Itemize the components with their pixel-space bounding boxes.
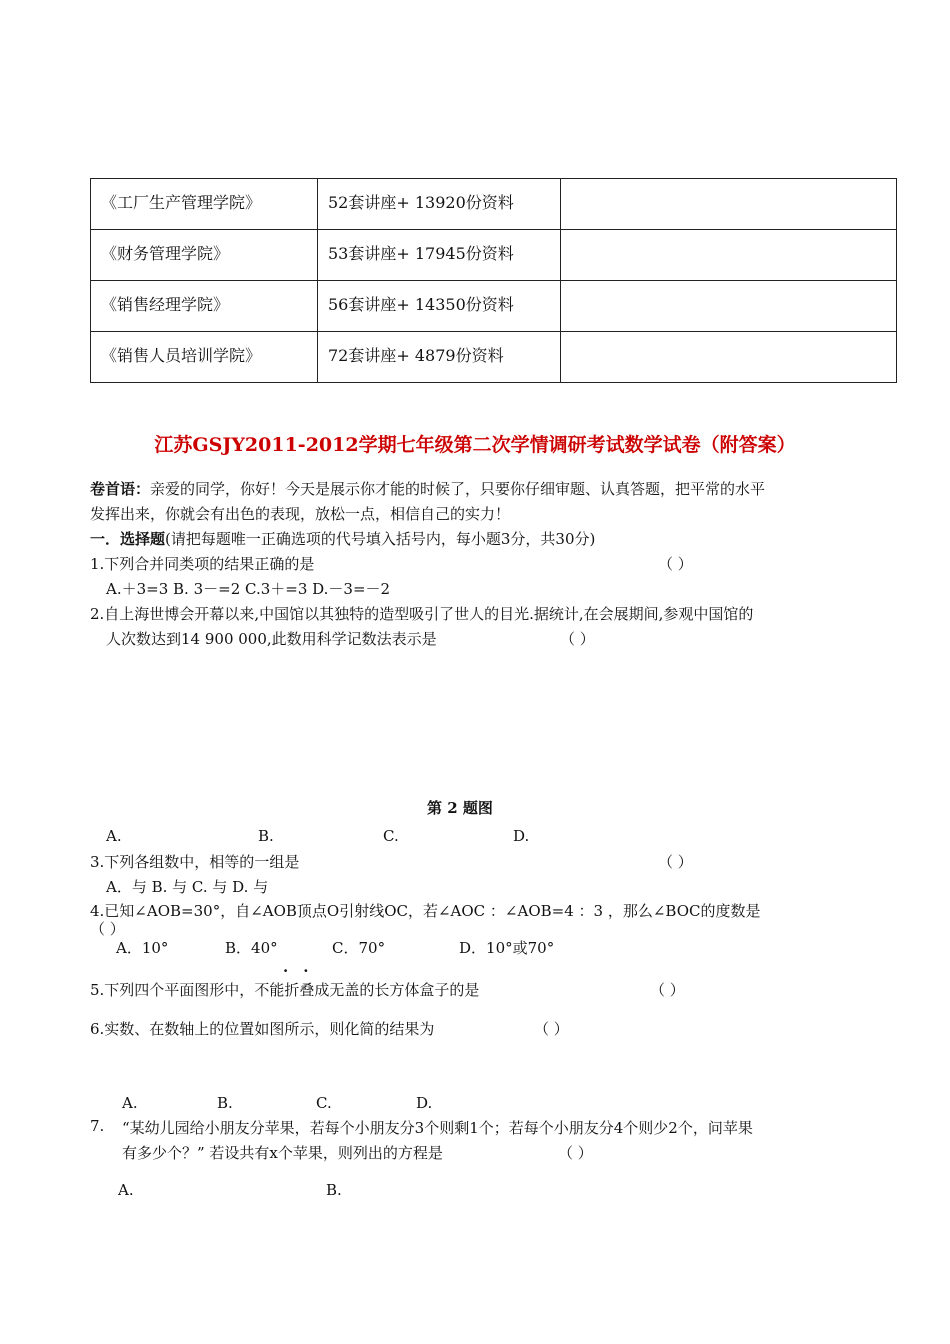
question-3-options: A．与 B. 与 C. 与 D. 与 [106,878,269,896]
table-cell-name: 《工厂生产管理学院》 [91,179,318,230]
intro-line-2: 发挥出来，你就会有出色的表现，放松一点，相信自己的实力！ [90,505,511,523]
table-cell-name: 《财务管理学院》 [91,230,318,281]
question-7-line-1: “某幼儿园给小朋友分苹果，若每个小朋友分3个则剩1个；若每个小朋友分4个则少2个，问苹果 [122,1119,753,1137]
table-cell-content: 56套讲座+ 14350份资料 [318,281,561,332]
question-2-line-2: 人次数达到14 900 000,此数用科学记数法表示是 [106,630,437,648]
section-title: 一．选择题 [90,530,166,548]
emphasis-dots: · · [283,962,315,980]
table-row [91,179,897,230]
question-1: 1.下列合并同类项的结果正确的是 [90,555,315,573]
question-4-option-c: C．70° [332,939,386,957]
question-1-options: A.＋3=3 B. 3－=2 C.3＋=3 D.－3=－2 [106,580,391,598]
question-4-option-d: D．10°或70° [459,939,555,957]
question-6: 6.实数、在数轴上的位置如图所示，则化简的结果为 [90,1020,435,1038]
section-heading [90,528,595,549]
question-2-option-d: D. [513,827,530,845]
question-7-option-b: B. [326,1181,342,1199]
question-2-option-b: B. [258,827,274,845]
question-7-option-a: A. [118,1181,134,1199]
question-6-option-b: B. [217,1094,233,1112]
section-note: (请把每题唯一正确选项的代号填入括号内，每小题3分，共30分) [165,530,596,548]
question-2-option-c: C. [383,827,399,845]
question-7-number: 7. [90,1117,105,1135]
table-cell-extra [561,230,897,281]
table-cell-extra [561,281,897,332]
table-cell-content-text: 53套讲座+ 17945份资料 [328,244,514,263]
course-table [90,178,897,383]
table-cell-extra [561,332,897,383]
table-row [91,332,897,383]
question-4-line-1: 4.已知∠AOB=30°，自∠AOB顶点O引射线OC，若∠AOC ：∠AOB=4 ：3 ，那么∠BOC的度数是 [90,902,761,920]
table-cell-content [318,230,561,281]
question-6-option-a: A. [122,1094,138,1112]
table-cell-name: 《销售人员培训学院》 [91,332,318,383]
question-1-answer-paren: （ ） [658,555,693,573]
table-cell-name: 《销售经理学院》 [91,281,318,332]
question-3-answer-paren: （ ） [658,853,693,871]
table-row [91,281,897,332]
table-row [91,230,897,281]
question-3: 3.下列各组数中，相等的一组是 [90,853,300,871]
question-2-option-a: A. [106,827,122,845]
question-4-answer-paren: （ ） [90,920,125,938]
table-cell-content: 72套讲座+ 4879份资料 [318,332,561,383]
intro-text-1: 亲爱的同学，你好！今天是展示你才能的时候了，只要你仔细审题、认真答题，把平常的水平 [150,480,766,498]
question-5-answer-paren: （ ） [650,981,685,999]
table-cell-content: 52套讲座+ 13920份资料 [318,179,561,230]
question-7-line-2: 有多少个？” 若设共有x个苹果，则列出的方程是 [122,1144,443,1162]
question-4-option-a: A．10° [116,939,169,957]
question-7-answer-paren: （ ） [558,1144,593,1162]
question-6-option-c: C. [316,1094,332,1112]
question-2-answer-paren: （ ） [560,630,595,648]
question-6-answer-paren: （ ） [534,1020,569,1038]
figure-2-caption: 第 2 题图 [427,799,493,817]
intro-line-1 [90,478,765,499]
exam-title: 江苏GSJY2011-2012学期七年级第二次学情调研考试数学试卷（附答案） [154,434,796,456]
question-5: 5.下列四个平面图形中，不能折叠成无盖的长方体盒子的是 [90,981,480,999]
question-6-option-d: D. [416,1094,433,1112]
question-2-line-1: 2.自上海世博会开幕以来,中国馆以其独特的造型吸引了世人的目光.据统计,在会展期间,参观中国馆的 [90,605,754,623]
intro-label: 卷首语： [90,480,151,498]
table-cell-extra [561,179,897,230]
question-4-option-b: B．40° [225,939,278,957]
